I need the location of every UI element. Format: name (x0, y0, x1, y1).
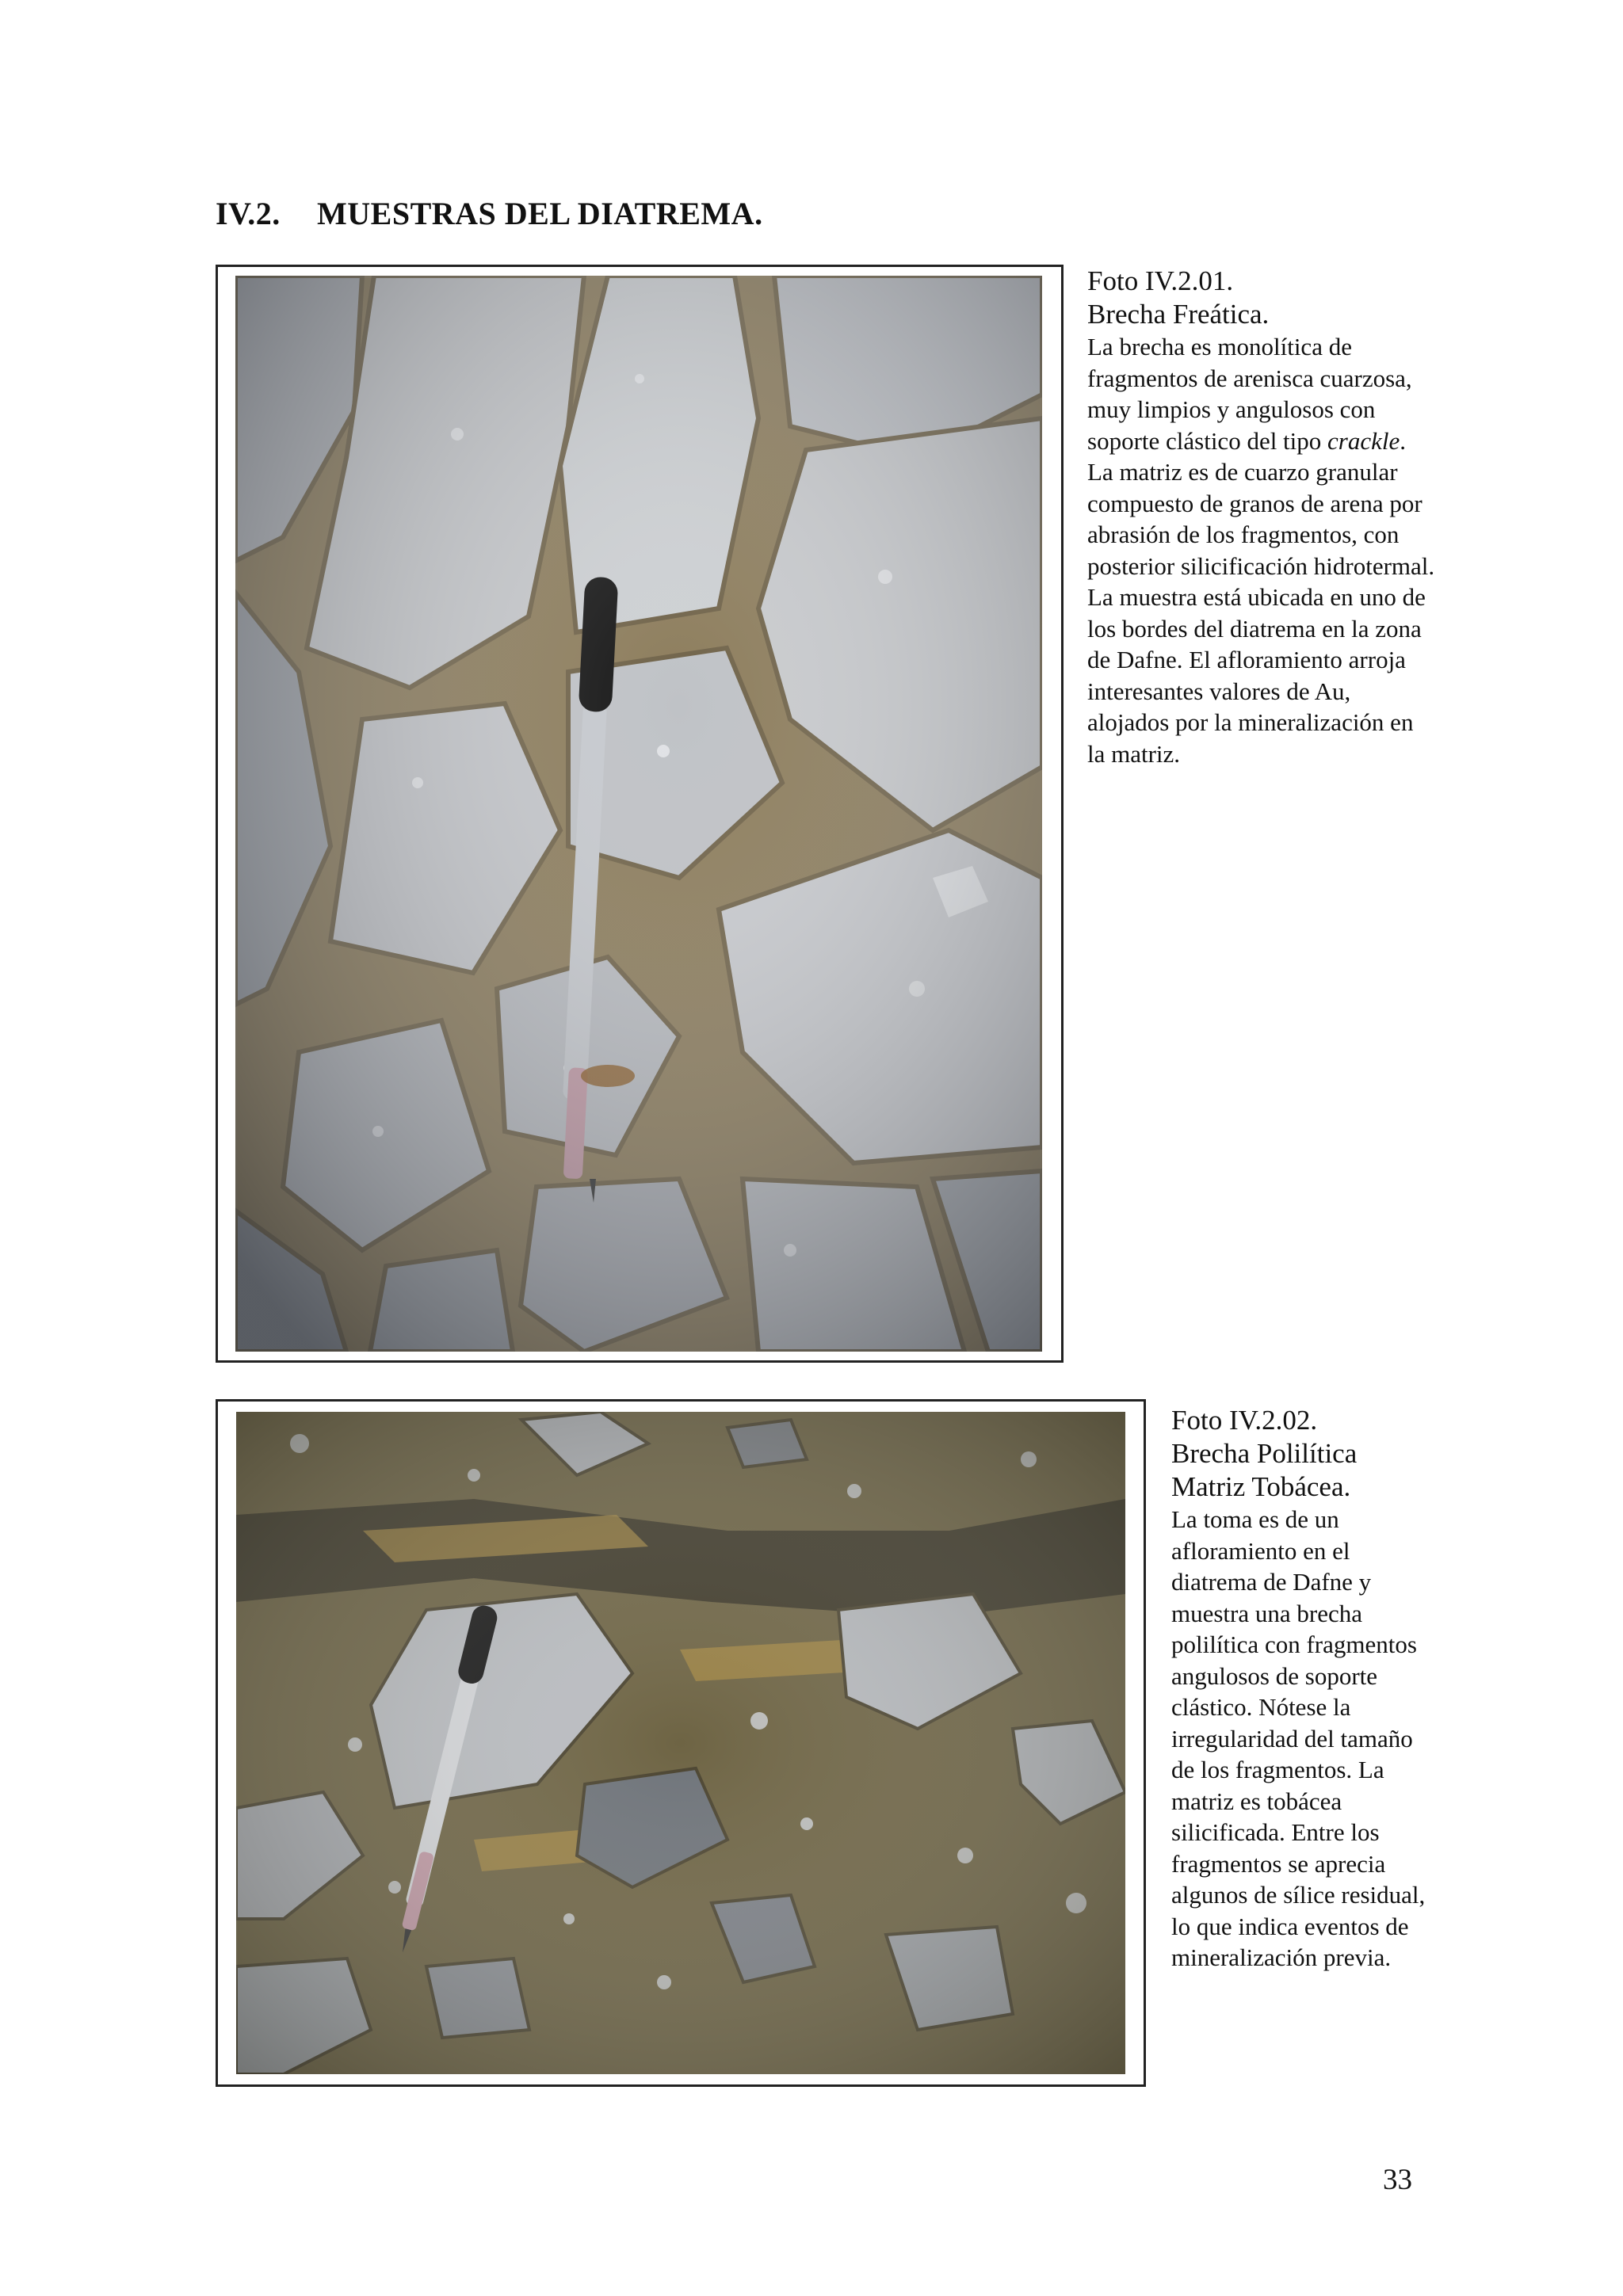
photo-1-caption (1087, 265, 1436, 769)
photo-2-title-line-1: Brecha Polilítica (1171, 1438, 1358, 1469)
photo-2-caption (1171, 1404, 1441, 1974)
section-heading (216, 195, 763, 232)
photo-2-breccia-polylithic (236, 1412, 1125, 2074)
photo-1-description-part-2: . La matriz es de cuarzo granular compuesto de granos de arena por abrasión de los fragmentos, con posterior silicificación hidrotermal. La muestra está ubicada en uno de los bordes del diatrema en la zona de Dafne. El afloramiento arroja interesantes valores de Au, alojados por la mineralización en la matriz. (1087, 426, 1435, 768)
page-number: 33 (1383, 2164, 1412, 2196)
section-title: MUESTRAS DEL DIATREMA. (317, 196, 763, 231)
photo-1-title: Brecha Freática. (1087, 299, 1270, 330)
photo-2-image (236, 1412, 1125, 2074)
photo-2-title-line-2: Matriz Tobácea. (1171, 1471, 1351, 1502)
photo-1-image (235, 276, 1042, 1352)
photo-1-breccia-phreatic (235, 276, 1042, 1352)
photo-1-label: Foto IV.2.01. (1087, 265, 1234, 296)
photo-2-label: Foto IV.2.02. (1171, 1405, 1318, 1436)
photo-1-description-part-1: La brecha es monolítica de fragmentos de arenisca cuarzosa, muy limpios y angulosos con soporte clástico del tipo (1087, 333, 1412, 455)
photo-1-description-italic: crackle (1327, 426, 1400, 455)
section-number: IV.2. (216, 196, 281, 231)
photo-1-description (1087, 331, 1436, 769)
photo-2-description: La toma es de un afloramiento en el diatrema de Dafne y muestra una brecha polilítica con fragmentos angulosos de soporte clástico. Nótese la irregularidad del tamaño de los fragmentos. La matriz es tobácea silicificada. Entre los fragmentos se aprecia algunos de sílice residual, lo que indica eventos de mineralización previa. (1171, 1505, 1426, 1971)
